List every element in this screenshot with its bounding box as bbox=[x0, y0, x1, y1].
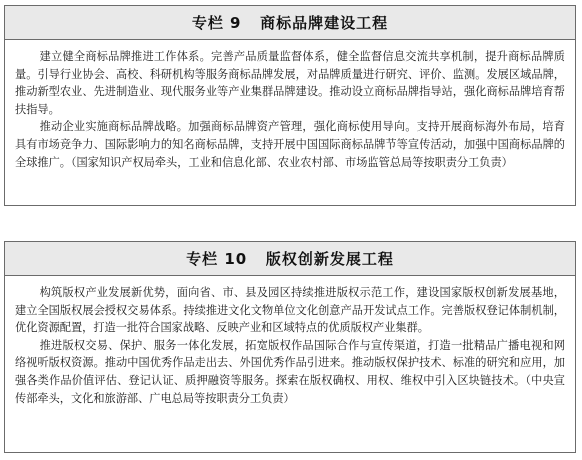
column-title-10 bbox=[5, 242, 575, 276]
column-number-10: 专栏 10 bbox=[186, 250, 248, 268]
column-box-9 bbox=[4, 5, 576, 206]
column-number-9: 专栏 9 bbox=[191, 14, 242, 32]
column-box-10 bbox=[4, 241, 576, 453]
paragraph: 推动企业实施商标品牌战略。加强商标品牌资产管理，强化商标使用导向。支持开展商标海外布局，培育具有市场竞争力、国际影响力的知名商标品牌，支持开展中国国际商标品牌节等宣传活动，加强中国商标品牌的全球推广。（国家知识产权局牵头，工业和信息化部、农业农村部、市场监管总局等按职责分工负责） bbox=[15, 120, 565, 169]
paragraph: 推进版权交易、保护、服务一体化发展，拓宽版权作品国际合作与宣传渠道，打造一批精品广播电视和网络视听版权资源。推动中国优秀作品走出去、外国优秀作品引进来。推动版权保护技术、标准的研究和应用，加强各类作品价值评估、登记认证、质押融资等服务。探索在版权确权、用权、维权中引入区块链技术。（中央宣传部牵头，文化和旅游部、广电总局等按职责分工负责） bbox=[15, 338, 565, 405]
column-heading-10: 版权创新发展工程 bbox=[265, 250, 394, 268]
paragraph: 构筑版权产业发展新优势，面向省、市、县及园区持续推进版权示范工作，建设国家版权创新发展基地，建立全国版权展会授权交易体系。持续推进文化文物单位文化创意产品开发试点工作。完善版权登记体制机制，优化资源配置，打造一批符合国家战略、反映产业和区域特点的优质版权产业集群。 bbox=[15, 286, 565, 335]
paragraph: 建立健全商标品牌推进工作体系。完善产品质量监督体系，健全监督信息交流共享机制，提升商标品牌质量。引导行业协会、高校、科研机构等服务商标品牌发展，对品牌质量进行研究、评价、监测。发展区域品牌，推动新型农业、先进制造业、现代服务业等产业集群品牌建设。推动设立商标品牌指导站，强化商标品牌培育帮扶指导。 bbox=[15, 50, 565, 116]
column-body-9 bbox=[5, 40, 575, 171]
column-body-10 bbox=[5, 276, 575, 407]
column-title-9 bbox=[5, 6, 575, 40]
column-heading-9: 商标品牌建设工程 bbox=[260, 14, 389, 32]
